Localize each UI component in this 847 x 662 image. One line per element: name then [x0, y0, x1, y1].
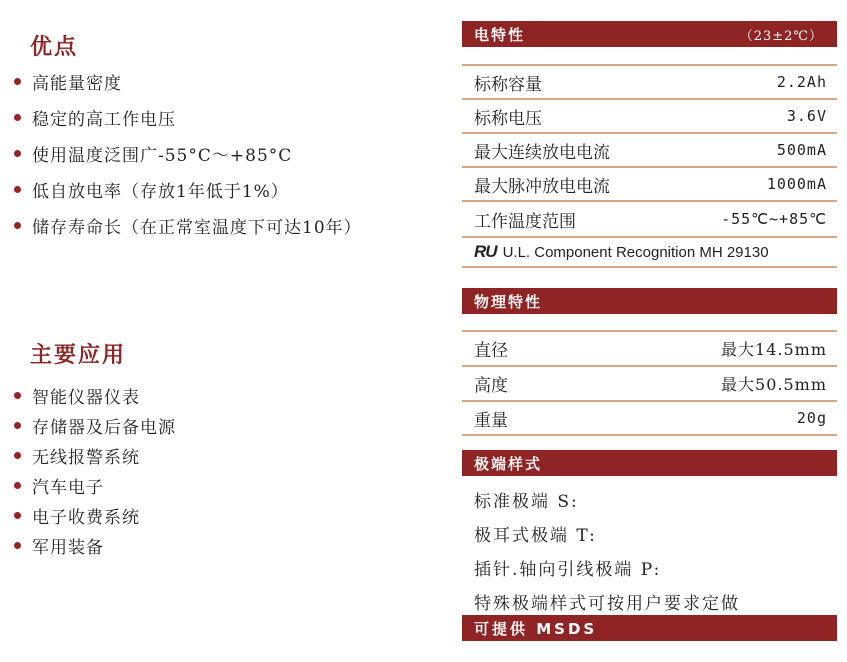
bullet-icon [14, 186, 21, 193]
advantages-title: 优点 [30, 35, 79, 60]
advantages-list [14, 63, 362, 243]
application-text: 智能仪器仪表 [32, 387, 140, 408]
advantage-text: 高能量密度 [32, 73, 122, 94]
table-row [462, 132, 837, 166]
bullet-icon [14, 114, 21, 121]
advantage-text: 储存寿命长（在正常室温度下可达10年） [32, 217, 362, 238]
terminals-list [474, 482, 740, 618]
msds-banner [462, 615, 837, 641]
table-row [462, 400, 837, 436]
row-label: 重量 [474, 410, 508, 431]
row-label: 最大连续放电电流 [474, 142, 610, 163]
row-value: 2.2Ah [776, 73, 827, 91]
application-text: 无线报警系统 [32, 447, 140, 468]
physical-header [462, 288, 837, 314]
table-row [462, 166, 837, 200]
row-value: 最大14.5mm [721, 340, 827, 359]
advantage-text: 低自放电率（存放1年低于1%） [32, 181, 289, 202]
application-text: 存储器及后备电源 [32, 417, 176, 438]
bullet-icon [14, 78, 21, 85]
row-value: 最大50.5mm [721, 375, 827, 394]
application-text: 电子收费系统 [32, 507, 140, 528]
physical-table [462, 330, 837, 436]
row-value: -55℃~+85℃ [721, 210, 827, 228]
application-text: 汽车电子 [32, 477, 104, 498]
temperature-condition: （23±2℃） [739, 28, 823, 44]
row-label: 标称容量 [474, 74, 542, 95]
list-item [14, 410, 176, 440]
list-item: 插针.轴向引线极端 P: [474, 559, 662, 580]
spec-panel [462, 0, 837, 662]
terminals-title: 极端样式 [474, 454, 543, 473]
row-value: 500mA [776, 141, 827, 159]
bullet-icon [14, 392, 21, 399]
electrical-table [462, 64, 837, 268]
bullet-icon [14, 150, 21, 157]
row-label: 最大脉冲放电电流 [474, 176, 610, 197]
list-item [14, 171, 362, 207]
list-item [14, 63, 362, 99]
applications-list [14, 380, 176, 560]
row-value: 1000mA [766, 175, 827, 193]
ul-certification-row [462, 236, 837, 268]
applications-title: 主要应用 [30, 343, 127, 368]
table-row [462, 98, 837, 132]
bullet-icon [14, 512, 21, 519]
row-label: 工作温度范围 [474, 211, 576, 232]
msds-label: 可提供 MSDS [474, 619, 598, 638]
ul-certification-text: U.L. Component Recognition MH 29130 [502, 243, 769, 261]
bullet-icon [14, 422, 21, 429]
bullet-icon [14, 222, 21, 229]
list-item [14, 530, 176, 560]
terminals-header [462, 450, 837, 476]
row-label: 标称电压 [474, 108, 542, 129]
list-item [14, 470, 176, 500]
table-row [462, 64, 837, 98]
list-item [14, 207, 362, 243]
bullet-icon [14, 542, 21, 549]
list-item: 极耳式极端 T: [474, 525, 597, 546]
list-item [14, 380, 176, 410]
list-item [14, 440, 176, 470]
advantage-text: 使用温度泛围广-55°C～+85°C [32, 145, 293, 166]
list-item: 标准极端 S: [474, 491, 579, 512]
list-item [14, 99, 362, 135]
electrical-header [462, 21, 837, 47]
list-item [14, 135, 362, 171]
row-value: 20g [796, 409, 827, 427]
advantage-text: 稳定的高工作电压 [32, 109, 176, 130]
row-label: 高度 [474, 376, 508, 396]
bullet-icon [14, 452, 21, 459]
row-value: 3.6V [786, 107, 827, 125]
application-text: 军用装备 [32, 537, 104, 558]
row-label: 直径 [474, 341, 508, 361]
list-item [14, 500, 176, 530]
table-row [462, 200, 837, 236]
electrical-title: 电特性 [474, 25, 526, 44]
table-row [462, 365, 837, 400]
ul-logo-icon: RU [474, 242, 497, 261]
physical-title: 物理特性 [474, 292, 543, 311]
bullet-icon [14, 482, 21, 489]
list-item: 特殊极端样式可按用户要求定做 [474, 593, 740, 614]
table-row [462, 330, 837, 365]
